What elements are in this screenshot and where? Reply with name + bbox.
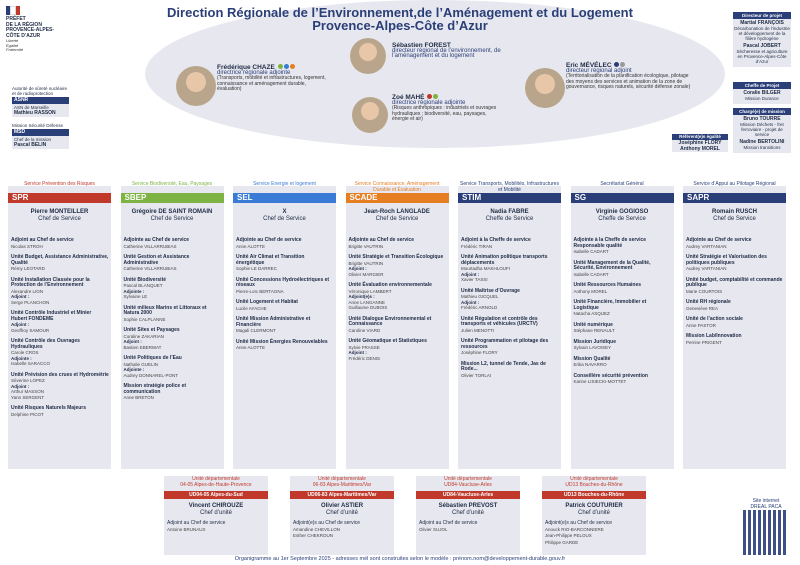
left-box-body: ASN de Marseille Mathieu RASSON	[12, 104, 69, 117]
unit: Unité Évaluation environnementale Véronique LAMBERT Adjoint(e)s : Anne LANGANNE Guillaume DUBOIS	[348, 282, 432, 310]
service-code: STIM	[458, 193, 561, 203]
unit: Unité milieux Marins et Littoraux et Natura 2000 Sophie CALPLANNE	[123, 304, 207, 322]
service-column-sbep	[121, 181, 224, 469]
unit: Unité Sites et Paysages Coraline ZAKARIAN Adjoint : Bastien EBERWAT	[123, 327, 180, 350]
unit: Adjoint à la Cheffe de service Frédéric TIRAN	[461, 237, 531, 249]
service-code: SAPR	[683, 193, 786, 203]
left-box-header: MSD	[12, 129, 69, 136]
unit: Unité Dialogue Environnemental et Connaissance Caroline VIARD	[348, 315, 432, 333]
right-box-header: Cheffe de Projet	[733, 82, 791, 89]
ud-code: UD06-83 Alpes-Maritimes/Var	[290, 491, 394, 499]
right-box	[733, 12, 791, 67]
ud-deputy: Adjoint(e)s au Chef de service Amandine CHEVILLON Esther CHEKROUN	[293, 520, 360, 538]
unit: Unité Géomatique et Statistiques Sylvie FRASSE Adjoint : Frédéric DENIS	[348, 338, 427, 361]
unit: Mission Lab/Innovation Perrine PRIGENT	[686, 333, 742, 345]
unit: Unité de l’action sociale Anne PASTOR	[686, 316, 743, 328]
service-label: Service Connaissance, Aménagement Durable et Évaluation	[354, 181, 440, 193]
unit: Adjointe au Chef de service Brigitte VAUTRIN	[348, 237, 415, 249]
footer: Organigramme au 1er Septembre 2025 - adresses mél sont construites selon le modèle : prénom.nom@developpement-durable.gouv.fr	[234, 556, 566, 562]
service-label: Service Energie et logement	[253, 181, 316, 187]
unit: Unité numérique Stéphane RENAULT	[573, 321, 615, 333]
unit: Adjointe au Chef de service Anne ALOTTE	[236, 237, 302, 249]
service-code: SBEP	[121, 193, 224, 203]
ud-code: UD13 Bouches-du-Rhône	[542, 491, 646, 499]
unit: Mission Juridique Sylvain LAVOISEY	[573, 338, 617, 350]
ud-label: Unité départementale 04-05 Alpes-de-Haute-Provence	[180, 476, 252, 488]
director-desc: (Territorialisation de la planification écologique, pilotage des moyens des services et animation de la zone de gouvernance, risques naturels, sécurité défense zonale)	[566, 73, 691, 90]
service-code: SPR	[8, 193, 111, 203]
service-column-sapr	[683, 181, 786, 469]
right-box	[733, 108, 791, 153]
unit: Unité Régulation et contrôle des transports et véhicules (URCTV) Julien MENOTTI	[461, 315, 538, 333]
ud-head: Sébastien PREVOST Chef d’unité	[438, 503, 498, 516]
left-box-intro: Autorité de sûreté nucléaire et de radioprotection	[12, 86, 68, 96]
service-head: Grégoire DE SAINT ROMAIN Chef de Service	[131, 209, 213, 222]
director-name: Eric MÉVÉLEC	[566, 62, 691, 69]
director-photo	[350, 38, 386, 74]
right-box-item: Bruno TOURRE Mission Déchets - fret ferroviaire - projet de service	[740, 116, 784, 137]
unit: Adjointe au Chef de service Audrey VARTANIAN	[686, 237, 752, 249]
ud-head: Olivier ASTIER Chef d’unité	[320, 503, 364, 516]
unit: Conseillère sécurité prévention Karine LISIECKI-MOTTET	[573, 372, 648, 384]
right-box-item: Coralie BILGER Mission Durance	[743, 90, 781, 101]
director-desc: (Transports, mobilité et infrastructures, logement, connaissance et aménagement durable, évaluation)	[217, 75, 326, 92]
director-name: Sébastien FOREST	[392, 42, 451, 49]
director-card	[566, 62, 691, 91]
right-box-item: Pascal JOBERT Sécheresse et agriculture en Provence-Alpes-Côte d’Azur	[736, 43, 788, 64]
unit: Unité budget, comptabilité et commande publique Marie COURTOIS	[686, 276, 783, 294]
left-box-asnr	[12, 86, 69, 117]
service-head: Romain RUSCH Chef de Service	[711, 209, 757, 222]
director-role: directrice régionale adjointe	[392, 99, 466, 106]
service-label: Service Biodiversité, Eau, Paysages	[131, 181, 213, 187]
unit: Mission stratégie police et communication Anne BRETON	[123, 383, 187, 400]
right-box	[733, 82, 791, 104]
service-label: Service Prévention des Risques	[24, 181, 95, 187]
ud-code: UD04-05 Alpes-du-Sud	[164, 491, 268, 499]
unit: Unité Politiques de l’Eau Nathalie GUELIN Adjointe : Audrey DONNAREL-PONT	[123, 355, 182, 378]
unit: Unité Stratégie et Transition Écologique Brigitte VAUTRIN Adjoint : Olivier MARGIER	[348, 254, 444, 277]
service-column-spr	[8, 181, 111, 469]
ud-box	[416, 476, 520, 555]
service-label: Service d’Appui au Pilotage Régional	[693, 181, 776, 187]
service-label: Secrétariat Général	[600, 181, 644, 187]
right-box-item: Nadine BERTOLINI Mission transitions	[739, 139, 785, 150]
right-box-header: Chargé(e) de mission	[733, 108, 791, 115]
unit: Unité Concessions Hydroélectriques et réseaux Pierre-Loïc BERTAGNA	[236, 276, 330, 294]
ud-box	[542, 476, 646, 555]
flag-icon	[6, 6, 20, 15]
unit: Unité Contrôle Industriel et Minier Hubert FONDEME Adjoint : Geoffroy SAMOUR	[11, 310, 92, 333]
referents-box: Référent(e)s égalité Joséphine FLORY Anthony MOREL	[672, 134, 728, 152]
unit: Unité Biodiversité Pascal BLANQUET Adjointe : Sylvaine LE	[123, 276, 167, 299]
unit: Unité Air Climat et Transition énergétique Sophie LE DARREC	[236, 254, 305, 271]
service-code: SEL	[233, 193, 336, 203]
service-head: Jean-Roch LANGLADE Chef de Service	[364, 209, 430, 222]
unit: Adjointe à la Cheffe de service Responsable qualité Isabelle CADART	[573, 237, 647, 254]
unit: Unité Maîtrise d’Ouvrage Mathieu GICQUEL Adjoint : Frédéric ARNOLD	[461, 287, 520, 310]
director-name: Frédérique CHAZE	[217, 64, 327, 71]
service-code: SG	[571, 193, 674, 203]
left-box-msd	[12, 123, 69, 149]
director-photo	[525, 68, 565, 108]
director-role: directrice régionale adjointe	[217, 69, 291, 76]
director-role: directeur régional adjoint	[566, 67, 632, 74]
page-title: Direction Régionale de l’Environnement,de l’Aménagement et du Logement Provence-Alpes-Côte d’Azur	[167, 5, 633, 33]
ud-deputy: Adjoint au Chef de service Antoine BRUNAUX	[167, 520, 226, 532]
ud-deputy: Adjoint(e)s au Chef de service Anouck RIO-BARCONNIERE Jean-Philippe PELOUX Philippe GARDE	[545, 520, 612, 545]
unit: Unité Stratégie et Valorisation des politiques publiques Audrey VARTANIAN	[686, 254, 767, 271]
director-card	[392, 43, 512, 60]
ud-head: Patrick COUTURIER Chef d’unité	[565, 503, 623, 516]
unit: Unité Risques Naturels Majeurs Delphine PICOT	[11, 405, 87, 417]
qr-code-icon[interactable]	[743, 510, 788, 555]
unit: Adjoint au Chef de service Nicolas STROH	[11, 237, 74, 249]
qr-label: Site internet DREAL PACA	[750, 498, 782, 510]
unit: Unité Gestion et Assistance Administrative Catherine VILLARRUBIAS	[123, 254, 190, 271]
ud-label: Unité départementale UD84-Vaucluse-Arles	[444, 476, 492, 488]
right-box-header: Directeur de projet	[733, 12, 791, 19]
left-box-body: Chef de la mission Pascal BELIN	[12, 136, 69, 149]
unit: Unité Installation Classée pour la Protection de l’Environnement Alexandre LION Adjoint : Serge PLANCHON	[11, 276, 90, 305]
ud-code: UD84-Vaucluse-Arles	[416, 491, 520, 499]
unit: Unité Ressources Humaines Anthony MOREL	[573, 282, 642, 294]
unit: Unité Contrôle des Ouvrages Hydrauliques Carole CROS Adjointe : Isabelle SARACCO	[11, 338, 80, 366]
prefecture-logo: PRÉFET DE LA RÉGION PROVENCE-ALPES- CÔTE D’AZUR Liberté Égalité Fraternité	[6, 6, 68, 53]
ud-label: Unité départementale 06-83 Alpes-Maritimes/Var	[312, 476, 372, 488]
director-role: directeur régional de l’environnement, de l’aménagement et du logement	[392, 47, 501, 59]
unit: Unité Mission Énergies Renouvelables Anne ALOTTE	[236, 338, 328, 350]
service-column-stim	[458, 181, 561, 469]
service-head: Pierre MONTEILLER Chef de Service	[30, 209, 89, 222]
ud-head: Vincent CHIROUZE Chef d’unité	[188, 503, 244, 516]
unit: Unité Mission Administrative et Financière Magali CLERMONT	[236, 316, 311, 333]
director-card	[217, 64, 327, 93]
unit: Unité Prévision des crues et Hydrométrie Séverine LOPEZ Adjoint : Arthur MASSON Yann SERGENT	[11, 371, 109, 400]
unit: Unité Logement et Habitat Lucile AYACHE	[236, 299, 298, 311]
left-box-intro: Mission Sécurité Défense	[12, 123, 64, 128]
service-column-sel	[233, 181, 336, 469]
service-head: Nadia FABRE Cheffe de Service	[485, 209, 534, 222]
right-box-item: Martial FRANÇOIS Décarbonation de l’industrie et développement de la filière hydrogène	[734, 20, 790, 41]
unit: Unité Programmation et pilotage des ressources Joséphine FLORY	[461, 338, 549, 355]
ud-box	[290, 476, 394, 555]
left-box-header: ASNR	[12, 97, 69, 104]
ud-label: Unité départementale UD13 Bouches-du-Rhône	[565, 476, 623, 488]
unit: Unité RH régionale Geneviève REA	[686, 299, 731, 311]
service-code: SCADE	[346, 193, 449, 203]
service-column-sg	[571, 181, 674, 469]
service-head: Virginie GOGIOSO Cheffe de Service	[595, 209, 649, 222]
ud-box	[164, 476, 268, 555]
director-desc: (Risques anthropiques : industriels et ouvrages hydrauliques ; biodiversité, eau, paysages, énergie et air)	[392, 105, 497, 122]
service-head: X Chef de Service	[263, 209, 306, 222]
ud-deputy: Adjoint au Chef de service Olivier SUJOL	[419, 520, 478, 532]
director-card	[392, 94, 502, 123]
unit: Mission Qualité Erika NAVARRO	[573, 355, 611, 367]
service-column-scade	[346, 181, 449, 469]
director-photo	[176, 66, 216, 106]
unit: Unité Budget, Assistance Administrative, Qualité Rémy LEOTARD	[11, 254, 109, 271]
service-label: Service Transports, Mobilités, Infrastructures et Mobilité	[460, 181, 559, 193]
director-name: Zoé MAHÉ	[392, 94, 502, 101]
director-photo	[352, 97, 388, 133]
unit: Mission L2, tunnel de Tende, Jas de Rode... Olivier TORLAI	[461, 360, 546, 378]
unit: Adjointe au Chef de service Catherine VILLARRUBIAS	[123, 237, 190, 249]
unit: Unité Management de la Qualité, Sécurité, Environnement Isabelle CADART	[573, 259, 651, 277]
unit: Unité Financière, Immobilier et Logistique Natacha ASQUEZ	[573, 299, 647, 316]
unit: Unité Animation politique transports déplacements Mourtadha MAKHLOUFI Adjoint : Xavier TASSI	[461, 254, 548, 282]
